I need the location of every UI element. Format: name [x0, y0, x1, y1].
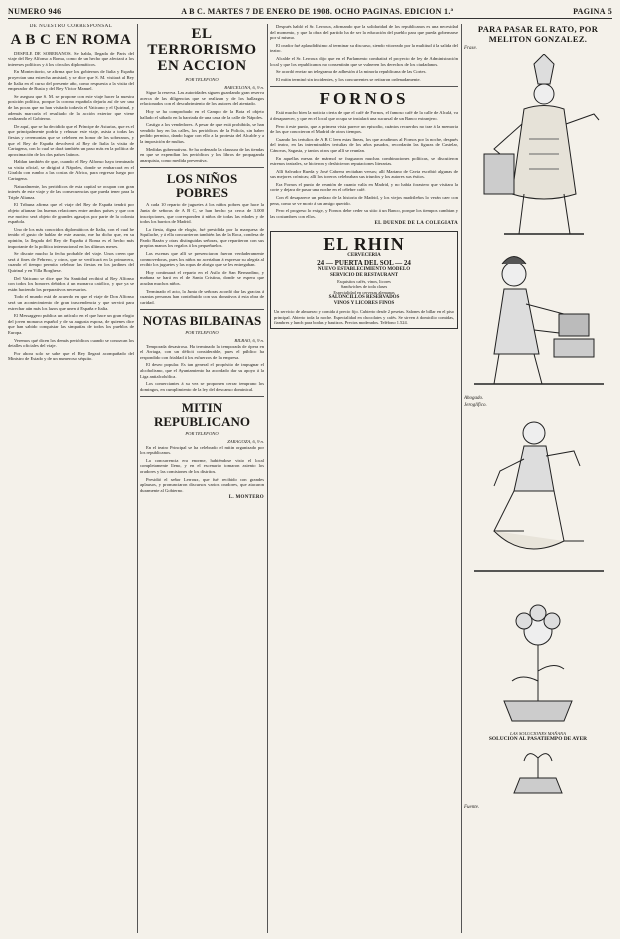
paragraph: El mitin terminó sin incidentes, y los concurrentes se retiraron ordenadamente.	[276, 76, 421, 82]
paragraph: El Tribuna afirma que el viaje del Rey de España tendrá por objeto afianzar las buenas relaciones entre ambos países y que con ese motivo será objeto de grandes agasajos por parte de la colonia española.	[8, 202, 134, 225]
dateline-terrorismo: BARCELONA, 6, 9 n.	[224, 84, 264, 90]
ad-line: SALONCILLOS RESERVADOS	[328, 295, 400, 301]
cartoon-bishop-illustration	[464, 54, 612, 244]
article-title-fornos: FORNOS	[319, 89, 409, 109]
divider	[270, 86, 458, 87]
ad-line: NUEVO ESTABLECIMIENTO MODELO	[317, 267, 411, 273]
paragraph: Alcalde el Sr. Lerroux dijo que en el Parlamento combatirá el proyecto de ley de Administración local y que los republicanos no consentirán que se vulneren los derechos de los ciudadanos.	[270, 55, 458, 67]
signature-fornos: EL DUENDE DE LA COLEGIATA	[374, 221, 458, 227]
article-title-terrorismo: EL TERRORISMO EN ACCION	[147, 26, 257, 74]
issue-number: NUMERO 946	[8, 6, 62, 16]
paragraph: En aquellas mesas de mármol se fraguaron muchas combinaciones políticas, se discutieron estrenos teatrales, se hicieron y deshicieron reputaciones literarias.	[270, 155, 458, 167]
paragraph: Pero á este punto, que a primera vista parece un episodio, cuántos recuerdos no trae á la memoria de los que conocieron el Madrid de otros tiempos.	[270, 123, 458, 135]
masthead	[8, 4, 612, 19]
paragraph: La fiesta, digna de elogio, fué presidida por la marquesa de Squilache, y á ella concurrieron también las de la Roca, condesa de Pardo Bazán y otras distinguidas señoras, que repartieron con sus propias manos los regalos á los pequeñuelos.	[140, 226, 264, 249]
signature-montero: L. MONTERO	[228, 495, 264, 501]
paragraph: Temporada desastrosa. Ha terminado la temporada de ópera en el Arriaga, con un déficit considerable, pues el público ha respondido con frialdad á los esfuerzos de la empresa.	[140, 343, 264, 360]
paragraph: Terminado el acto, la Junta de señoras acordó dar las gracias á cuantas personas han contribuido con sus donativos á esta obra de caridad.	[140, 288, 264, 305]
caption-ahogado: Ahogado.	[464, 395, 484, 401]
paragraph: Hablan también de que, cuando el Rey Alfonso haya terminado su visita oficial, se dirigirá á Nápoles, donde se embarcará en el Giralda con rumbo a las costas de Africa, para regresar luego por Cartagena.	[8, 159, 134, 182]
cartoon-man-with-books	[464, 244, 612, 394]
paragraph: Después habló el Sr. Lerroux, afirmando que la solidaridad de los republicanos es una necesidad del momento, y que la obra del partido ha de ser la educación del pueblo para que pueda gobernarse por sí mismo.	[270, 24, 458, 41]
paragraph: Hoy continuará el reparto en el Asilo de San Bernardino, y mañana se hará en el de Santa Cristina, donde se espera que acudan muchos niños.	[140, 269, 264, 287]
paragraph: Se acordó enviar un telegrama de adhesión á la minoría republicana de las Cortes.	[276, 69, 427, 75]
article-body-ninos	[140, 202, 264, 305]
paragraph: Allí Salvador Rueda y José Cabrera recitaban versos; allí Mariano de Cavia escribió algunas de sus mejores crónicas; allí los toreros celebraban sus triunfos y los autores sus éxitos.	[270, 168, 458, 180]
ad-line: Esquisitos cafés, vinos, licores	[337, 279, 391, 285]
article-title-rome: A B C EN ROMA	[10, 31, 132, 48]
ad-line: Sandwiches de toda clases	[340, 284, 388, 290]
paragraph: El orador fué aplaudidísimo al terminar su discurso, siendo vitoreado por la multitud á la salida del teatro.	[270, 42, 458, 54]
paragraph: El Messaggero publica un artículo en el que hace un gran elogio del joven monarca español y de su augusta esposa, de quienes dice que han sabido conquistar las simpatías de todos los pueblos de Europa.	[8, 313, 134, 335]
divider	[140, 309, 264, 310]
ad-body: Un servicio de almuerzo y comida á precio fijo. Cubierto desde 2 pesetas. Salones de billar en el piso principal. Abierto toda la noche. Especialidad en chocolates y cafés. Se sirven á domicilio comidas, fiambres y lunch para bodas y bautizos. Precios moderados. Teléfono 1.524.	[274, 309, 454, 326]
caption-jeroglifico: Jeroglífico.	[464, 403, 487, 409]
paragraph: Las escenas que allí se presenciaron fueron verdaderamente conmovedoras, pues los niños no acertaban á expresar su alegría al recibir los juguetes y las ropas de abrigo que se les entregaban.	[140, 251, 264, 268]
article-body-continuation	[270, 24, 458, 82]
paragraph: Se discute mucho la fecha probable del viaje. Unos creen que será á fines de Febrero, y otros, que se verificará en la primavera, cuando el tiempo permita celebrar las fiestas en los jardines del Quirinal y en Villa Borghese.	[8, 251, 134, 273]
column-rule	[461, 24, 462, 933]
byline-terrorismo: POR TELEFONO	[185, 77, 219, 82]
masthead-date: A B C. MARTES 7 DE ENERO DE 1908. OCHO PAGINAS. EDICION 1.ª	[181, 6, 454, 16]
divider	[140, 167, 264, 168]
paragraph: Está mucho bien la noticia cierta de que el café de Fornos, el famoso café de la calle de Alcalá, va á desaparecer, y que en el local que ocupa se instalará una sucursal de un Banco extranjero.	[270, 110, 458, 121]
pasatiempo-title: PARA PASAR EL RATO, POR MELITON GONZALEZ.	[477, 24, 599, 44]
divider	[140, 396, 264, 397]
ad-title: EL RHIN	[323, 234, 405, 255]
caption-fuente: Fuente.	[464, 804, 480, 810]
byline-bilbainas: POR TELEFONO	[185, 330, 219, 336]
paragraph: DESFILE DE SOBERANOS. Se habla, llegada de Paris del viaje del Rey Alfonso a Roma, como de un hecho que afectará a los intereses políticos y á los círculos diplomáticos.	[8, 50, 134, 67]
paragraph: Era Fornos el punto de reunión de cuanto valía en Madrid, y no había forastero que visitara la corte y dejara de pasar una noche en el célebre café.	[270, 181, 458, 193]
column-news	[140, 24, 264, 933]
column-pasatiempos	[464, 24, 612, 933]
paragraph: De aquí, que se ha decidido que el Príncipe de Asturias, que es el que principalmente podría y rehusar este viaje, asista a todas las fiestas y ceremonias que se celebren en honor de los soberanos, y que el Rey de España devolverá al Rey de Italia la visita de Cartagena, con lo cual se dará también un paso más en la política de aproximación de los dos países latinos.	[8, 123, 134, 157]
caption-soluciones: LAS SOLUCIONES MAÑANA	[510, 730, 566, 736]
article-title-mitin: MITIN REPUBLICANO	[153, 400, 251, 430]
paragraph: Se asegura que S. M. se propone con este viaje hacer la nuestra posición política, porque la corona española dejaría así de ser una de las pocas que no han visitado todavía el Vaticano y el Quirinal, y además marcaría el resultado de la acción exterior que viene realizando el Gobierno.	[8, 93, 134, 122]
paragraph: En el teatro Principal se ha celebrado el mitin organizado por los republicanos.	[140, 444, 264, 456]
article-title-bilbainas: NOTAS BILBAINAS	[142, 313, 262, 329]
paragraph: Con él desaparece un pedazo de la historia de Madrid, y los viejos madrileños lo verán caer con pena, como se ve morir á un amigo querido.	[270, 195, 458, 206]
byline-mitin: POR TELEFONO	[185, 431, 219, 437]
paragraph: En Montecitorio, se afirma que los gobiernos de Italia y España proyectan una estrecha amistad, y se dice que S. M. visitará al Rey de Italia en el curso del presente año, como respuesta a la visita del emperador de Rusia y del Rey Víctor Manuel.	[8, 69, 134, 92]
column-rule	[267, 24, 268, 933]
paragraph: Castigo a los vendedores. A pesar de que está prohibida, se han vendido hoy en las calles, los periódicos de la Policía, sin haber pedido permiso, dando lugar con ello a la protesta del Alcalde y a la imposición de multas.	[140, 122, 264, 144]
paragraph: Hoy se ha comprobado en el Campo de la Bota el objeto hallado el sábado en la barriada de una casa de la calle de Nápoles.	[140, 108, 264, 120]
cartoon-solution-fountain	[464, 743, 612, 803]
paragraph: Medidas gubernativas. Se ha ordenado la clausura de las tiendas en que se expendían los periódicos y los libros de propaganda anarquista, como medida preventiva.	[140, 146, 264, 163]
paragraph: Todo el mundo está de acuerdo en que el viaje de Don Alfonso será un acontecimiento de gran trascendencia y que servirá para estrechar aún más los lazos que unen á España e Italia.	[8, 294, 134, 311]
column-rome	[8, 24, 134, 933]
paragraph: Los comerciantes á su vez se proponen cerrar temprano los domingos, en cumplimiento de la ley del descanso dominical.	[140, 381, 264, 392]
paragraph: Por ahora solo se sabe que el Rey llegará acompañado del Ministro de Estado y de un numeroso séquito.	[8, 350, 134, 362]
article-body-fornos	[270, 110, 458, 219]
ad-line: VINOS Y LICORES FINOS	[333, 301, 395, 307]
paragraph: A cada 10 reparto de juguetes á los niños pobres que hace la Junta de señoras de A B C, se han hecho ya cerca de 3.000 inscripciones, que corresponden á niños de todas las edades y de todos los barrios de Madrid.	[140, 202, 264, 225]
paragraph: Sigue la reserva. Las autoridades siguen guardando gran reserva acerca de las diligencias que se realizan y de los hallazgos relacionados con el descubrimiento de los autores del atentado.	[140, 90, 264, 107]
column-fornos	[270, 24, 458, 933]
ad-subtitle: CERVECERIA	[347, 253, 381, 259]
article-body-terrorismo	[140, 90, 264, 163]
paragraph: El deseo popular. Es tan general el propósito de impugnar el alcoholismo, que el Ayuntamiento ha acordado dar su apoyo á la Liga antialcohólica.	[140, 362, 264, 379]
paragraph: Veremos qué dicen los demás periódicos cuando se conozcan los detalles oficiales del viaje.	[8, 337, 134, 349]
article-body-rome	[8, 51, 134, 362]
ad-address: 24 — PUERTA DEL SOL — 24	[317, 259, 411, 268]
paragraph: Naturalmente, los periódicos de esta capital se ocupan con gran interés de este viaje y de las consecuencias que pueda tener para la Triple Alianza.	[8, 183, 134, 200]
article-title-ninos: LOS NIÑOS POBRES	[166, 171, 238, 201]
cartoon-kneeling-figure	[464, 411, 612, 591]
page-number: PAGINA 5	[573, 6, 612, 16]
ad-line: SERVICIO DE RESTAURANT	[329, 273, 399, 279]
dateline-bilbainas: BILBAO, 6, 9 n.	[234, 338, 264, 343]
dateline-mitin: ZARAGOZA, 6, 9 n.	[227, 438, 264, 444]
solution-heading: SOLUCION AL PASATIEMPO DE AYER	[488, 736, 588, 743]
paragraph: Pero el progreso lo exige, y Fornos debe ceder su sitio á un Banco, porque los tiempos cambian y las costumbres con ellos.	[270, 208, 458, 219]
paragraph: Cuando los tertulios de A B C leen estas líneas, los que acudimos al Fornos por la noche, después del teatro, en las interminables tertulias de los años pasados, recordarán las figuras de Castelar, Cánovas, Sagasta, y tantos otros que allí se reunían.	[270, 136, 458, 153]
column-rule	[137, 24, 138, 933]
article-body-mitin	[140, 445, 264, 494]
cartoon-flower-puzzle	[464, 591, 612, 731]
caption-frase: Frase.	[464, 46, 477, 51]
ad-line: Especialidad en cervezas alemanas	[333, 289, 395, 295]
paragraph: Del Vaticano se dice que Su Santidad recibirá al Rey Alfonso con todos los honores debidos á un monarca católico, y que ya se están haciendo los preparativos necesarios.	[8, 275, 134, 292]
paragraph: La concurrencia era enorme, habiéndose visto el local completamente lleno, y en el escenario tomaron asiento los oradores y las comisiones de los distritos.	[140, 457, 264, 474]
article-body-bilbainas	[140, 344, 264, 393]
advertisement-el-rhin	[270, 231, 458, 329]
correspondent-kicker: DE NUESTRO CORRESPONSAL	[29, 24, 113, 29]
paragraph: Uno de los más conocidos diplomáticos de Italia, con el cual he tenido el gusto de hablar de este asunto, me ha dicho que, en su opinión, la llegada del Rey de España á Roma es el hecho más importante de la política internacional en los últimos meses.	[8, 226, 134, 249]
paragraph: Presidió el señor Lerroux, que fué recibido con grandes aplausos, y pronunciaron discursos varios oradores, que atacaron duramente al Gobierno.	[140, 476, 264, 493]
